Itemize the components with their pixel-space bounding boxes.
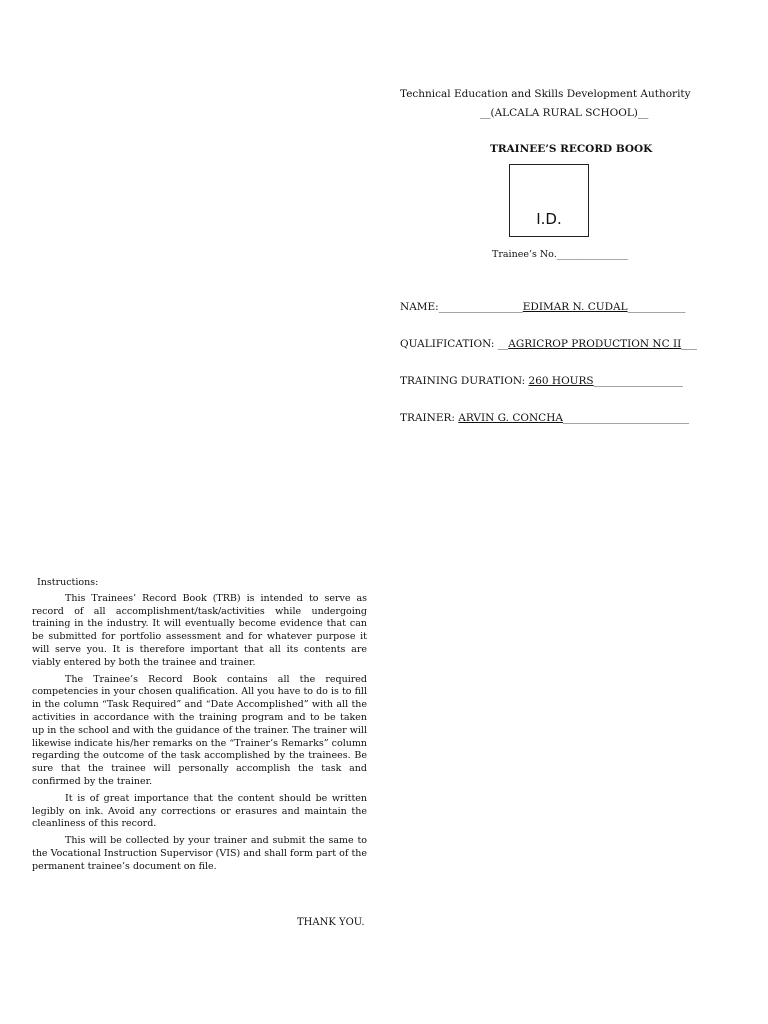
trainer-value: ARVIN G. CONCHA	[458, 412, 563, 424]
instructions-paragraph: The Trainee’s Record Book contains all the required competencies in your chosen qualification. All you have to do is to fill in the column “Task Required” and “Date Accomplished” with all the activities in accordance with the training program and to be taken up in the school and with the guidance of the trainer. The trainer will likewise indicate his/her remarks on the “Trainer’s Remarks” column regarding the outcome of the task accomplished by the trainees. Be sure that the trainee will personally accomplish the task and confirmed by the trainer.	[32, 673, 367, 787]
trainee-number-label: Trainee’s No.	[492, 249, 557, 260]
instructions-paragraph: It is of great importance that the content should be written legibly on ink. Avoid any corrections or erasures and maintain the cleanliness of this record.	[32, 792, 367, 830]
training-duration-value: 260 HOURS	[528, 375, 594, 387]
name-field	[400, 301, 685, 313]
instructions-label: Instructions:	[37, 577, 99, 588]
trainer-field	[400, 412, 689, 424]
qualification-field	[400, 338, 697, 350]
id-photo-box	[509, 164, 589, 237]
training-duration-label: TRAINING DURATION:	[400, 375, 529, 387]
instructions-paragraph: This Trainees’ Record Book (TRB) is intended to serve as record of all accomplishment/task/activities while undergoing training in the industry. It will eventually become evidence that can be submitted for portfolio assessment and for whatever purpose it will serve you. It is therefore important that all its contents are viably entered by both the trainee and trainer.	[32, 592, 367, 668]
qualification-value: AGRICROP PRODUCTION NC II	[508, 338, 682, 350]
agency-name: Technical Education and Skills Development Authority	[400, 88, 691, 100]
document-title: TRAINEE’S RECORD BOOK	[490, 143, 653, 155]
training-duration-field	[400, 375, 683, 387]
name-blank-before: ________________	[438, 301, 523, 313]
instructions-paragraph: This will be collected by your trainer and submit the same to the Vocational Instruction Supervisor (VIS) and shall form part of the permanent trainee’s document on file.	[32, 835, 367, 872]
name-blank-after: ___________	[627, 301, 686, 313]
id-label: I.D.	[536, 210, 562, 228]
school-name: __(ALCALA RURAL SCHOOL)__	[480, 107, 649, 119]
trainee-number	[492, 249, 628, 260]
trainer-blank-after: ________________________	[562, 412, 689, 424]
name-value: EDIMAR N. CUDAL	[522, 301, 628, 313]
instructions-section	[32, 577, 367, 878]
qualification-blank-after: ___	[681, 338, 698, 350]
trainee-number-blank: _______________	[556, 249, 628, 260]
qualification-label: QUALIFICATION:	[400, 338, 498, 350]
qualification-blank-before: __	[497, 338, 509, 350]
closing-text: THANK YOU.	[297, 917, 365, 928]
name-label: NAME:	[400, 301, 439, 313]
trainer-label: TRAINER:	[400, 412, 459, 424]
training-duration-blank-after: _________________	[593, 375, 683, 387]
